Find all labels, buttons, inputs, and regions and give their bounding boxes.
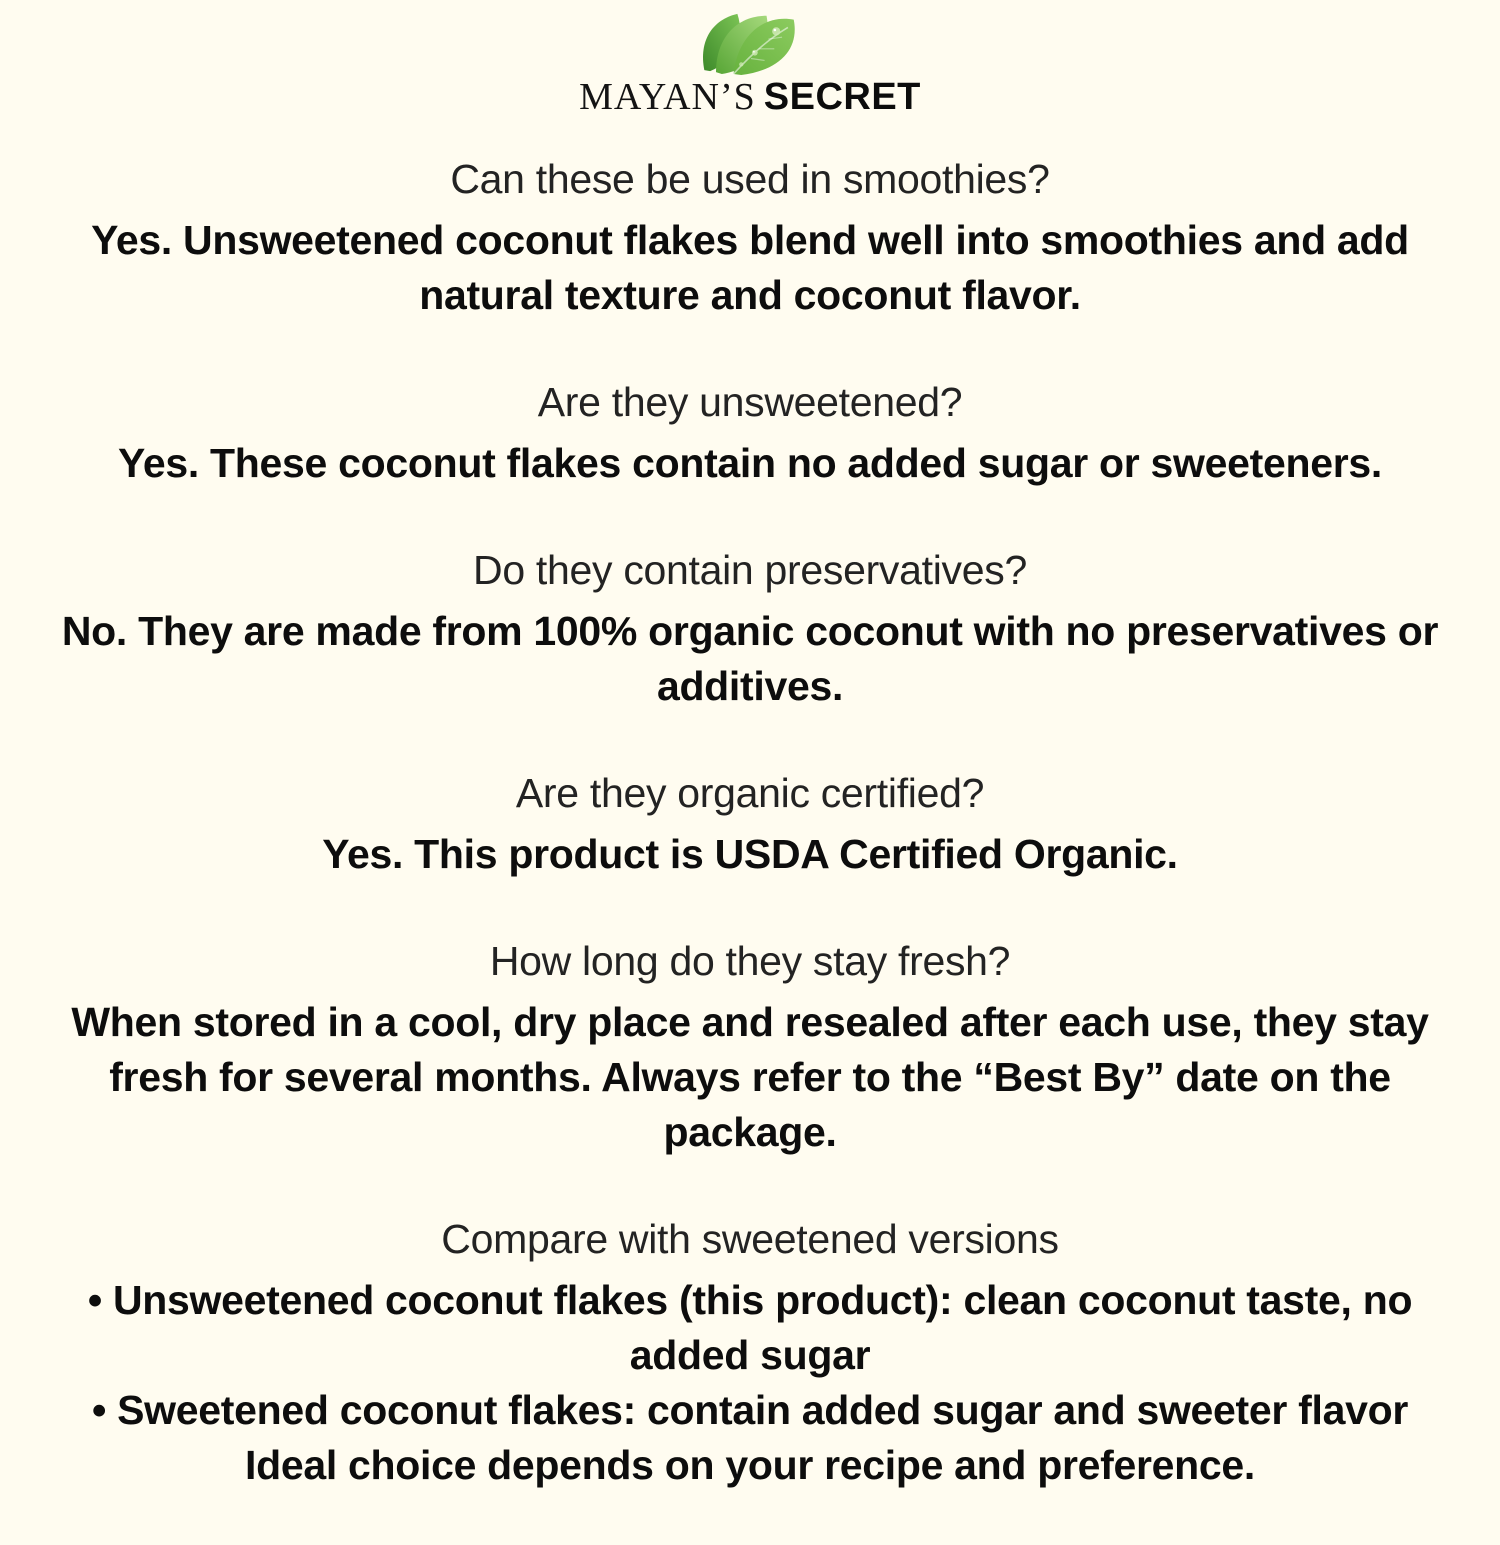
brand-logo [579, 8, 921, 116]
brand-name [579, 78, 921, 116]
bullet-item-unsweetened: • Unsweetened coconut flakes (this product): clean coconut taste, no added sugar [87, 1277, 1413, 1378]
faq-content [50, 152, 1450, 1545]
compare-section [50, 1212, 1450, 1493]
answer-text: When stored in a cool, dry place and resealed after each use, they stay fresh for several months. Always refer to the “Best By” date on the package. [71, 999, 1429, 1155]
answer-text: No. They are made from 100% organic coconut with no preservatives or additives. [61, 608, 1439, 709]
faq-section-preservatives [50, 543, 1450, 714]
compare-heading: Compare with sweetened versions [441, 1216, 1059, 1262]
leaves-icon [689, 8, 811, 76]
answer-text: Yes. Unsweetened coconut flakes blend well into smoothies and add natural texture and coconut flavor. [91, 217, 1409, 318]
question-text: How long do they stay fresh? [489, 938, 1011, 984]
bullet-item-sweetened: • Sweetened coconut flakes: contain added sugar and sweeter flavor [91, 1387, 1409, 1433]
brand-name-serif: MAYAN’S [579, 76, 756, 118]
faq-section-organic [50, 766, 1450, 882]
faq-section-freshness [50, 934, 1450, 1160]
faq-section-smoothies [50, 152, 1450, 323]
faq-section-unsweetened [50, 375, 1450, 491]
answer-text: Yes. These coconut flakes contain no added sugar or sweeteners. [118, 440, 1382, 486]
question-text: Are they unsweetened? [537, 379, 963, 425]
question-text: Can these be used in smoothies? [450, 156, 1050, 202]
footer-note: Ideal choice depends on your recipe and preference. [244, 1442, 1256, 1488]
question-text: Do they contain preservatives? [473, 547, 1027, 593]
answer-text: Yes. This product is USDA Certified Organic. [322, 831, 1178, 877]
brand-name-bold: SECRET [763, 76, 921, 118]
question-text: Are they organic certified? [515, 770, 985, 816]
